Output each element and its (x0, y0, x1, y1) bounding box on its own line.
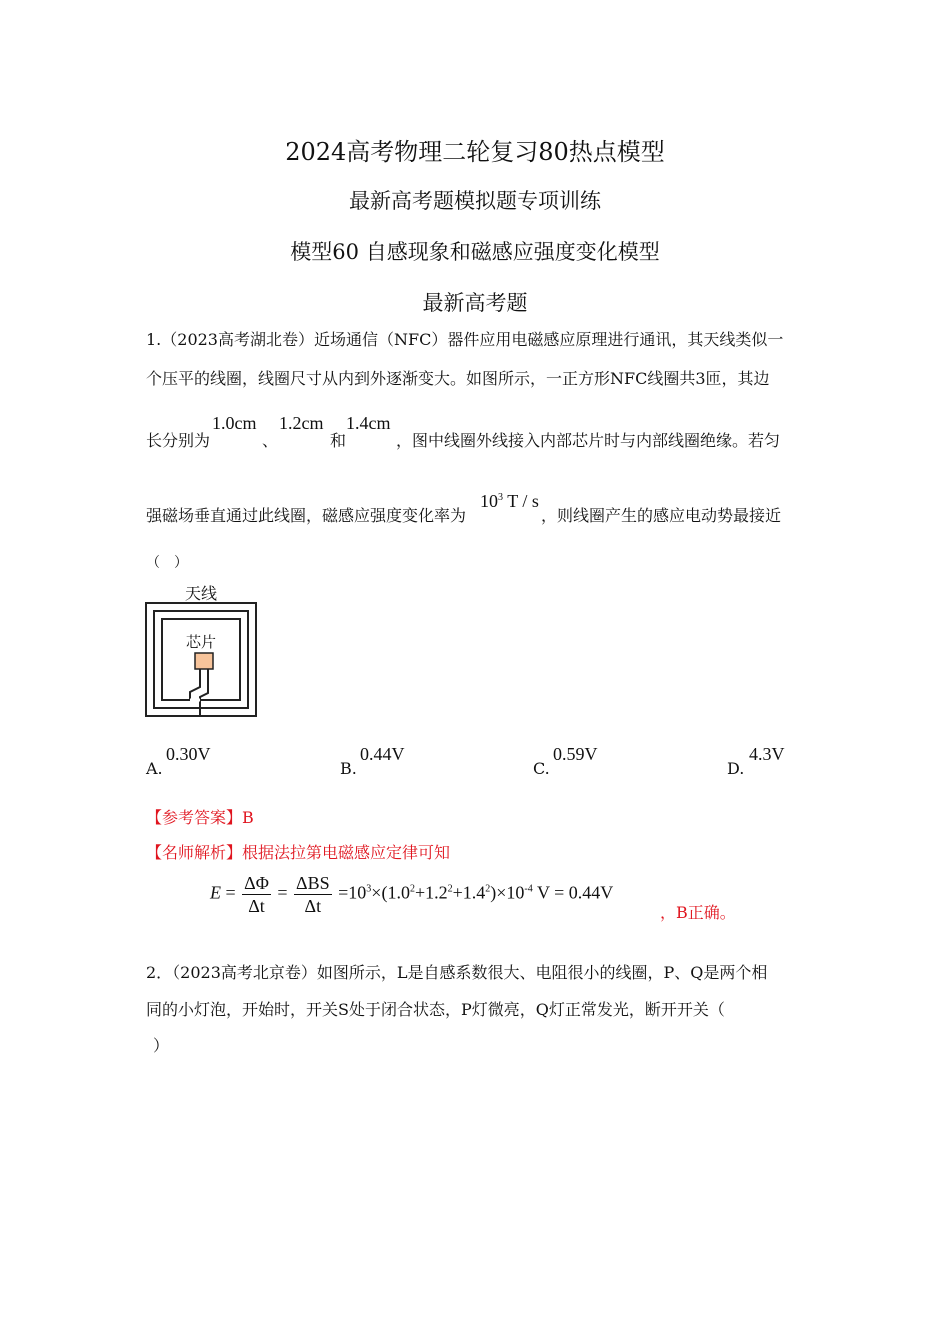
analysis-text: 根据法拉第电磁感应定律可知 (242, 843, 451, 862)
q2-line-1: 2．（2023高考北京卷）如图所示，L是自感系数很大、电阻很小的线圈，P、Q是两个相 (146, 963, 768, 982)
option-b-letter[interactable]: B. (340, 759, 357, 778)
model-title: 模型60 自感现象和磁感应强度变化模型 (290, 240, 660, 264)
q2-line-2: 同的小灯泡，开始时，开关S处于闭合状态，P灯微亮，Q灯正常发光，断开开关（ (146, 1000, 725, 1019)
answer-line (146, 805, 254, 828)
page-title: 2024高考物理二轮复习80热点模型 (285, 138, 665, 166)
q1-line-3-prefix: 长分别为 (146, 431, 211, 450)
q1-line-4-prefix: 强磁场垂直通过此线圈，磁感应强度变化率为 (146, 506, 467, 525)
option-c-letter[interactable]: C. (533, 759, 550, 778)
q1-length-3: 1.4cm (346, 413, 391, 433)
analysis-line (146, 840, 450, 863)
faraday-formula: E = $\frac{\Delta\Phi}{\Delta t}$ = $\frac{\text{ΔBS}}{\Delta t}$ $=10^3\times(1.0^2+1.2^2+1.4^2)\times 10^{-4}$ V = 0.44V (210, 873, 614, 916)
analysis-label: 【名师解析】 (146, 843, 243, 862)
option-d-value[interactable]: 4.3V (749, 744, 785, 764)
q1-line-1: 1.（2023高考湖北卷）近场通信（NFC）器件应用电磁感应原理进行通讯，其天线类似一 (146, 330, 784, 349)
q1-line-4-suffix: ，则线圈产生的感应电动势最接近 (541, 506, 782, 525)
q1-answer-paren: （ ） (146, 555, 188, 571)
q1-sep-1: 、 (262, 431, 279, 450)
option-a-value[interactable]: 0.30V (166, 744, 211, 764)
antenna-label: 天线 (185, 584, 218, 603)
answer-value: B (242, 808, 254, 827)
q1-sep-2: 和 (330, 431, 347, 450)
q2-line-3: ） (153, 1036, 170, 1055)
nfc-coil-figure (140, 580, 265, 725)
option-b-value[interactable]: 0.44V (360, 744, 405, 764)
formula-conclusion: ，B正确。 (660, 903, 736, 922)
chip-label: 芯片 (186, 633, 217, 651)
q1-length-1: 1.0cm (212, 413, 257, 433)
q1-rate: $10^3$ T / s (480, 491, 539, 511)
fraction-dphi-dt: $\frac{\Delta\Phi}{\Delta t}$ (244, 873, 269, 916)
fraction-dbs-dt: $\frac{\text{ΔBS}}{\Delta t}$ (296, 873, 330, 916)
page-subtitle: 最新高考题模拟题专项训练 (349, 189, 601, 213)
q1-line-2: 个压平的线圈，线圈尺寸从内到外逐渐变大。如图所示，一正方形NFC线圈共3匝，其边 (146, 369, 770, 388)
option-a-letter[interactable]: A. (146, 759, 163, 778)
q1-line-3-suffix: ，图中线圈外线接入内部芯片时与内部线圈绝缘。若匀 (396, 431, 781, 450)
option-d-letter[interactable]: D. (727, 759, 745, 778)
section-heading: 最新高考题 (422, 291, 528, 315)
option-c-value[interactable]: 0.59V (553, 744, 598, 764)
q1-length-2: 1.2cm (279, 413, 324, 433)
answer-label: 【参考答案】 (146, 808, 243, 827)
